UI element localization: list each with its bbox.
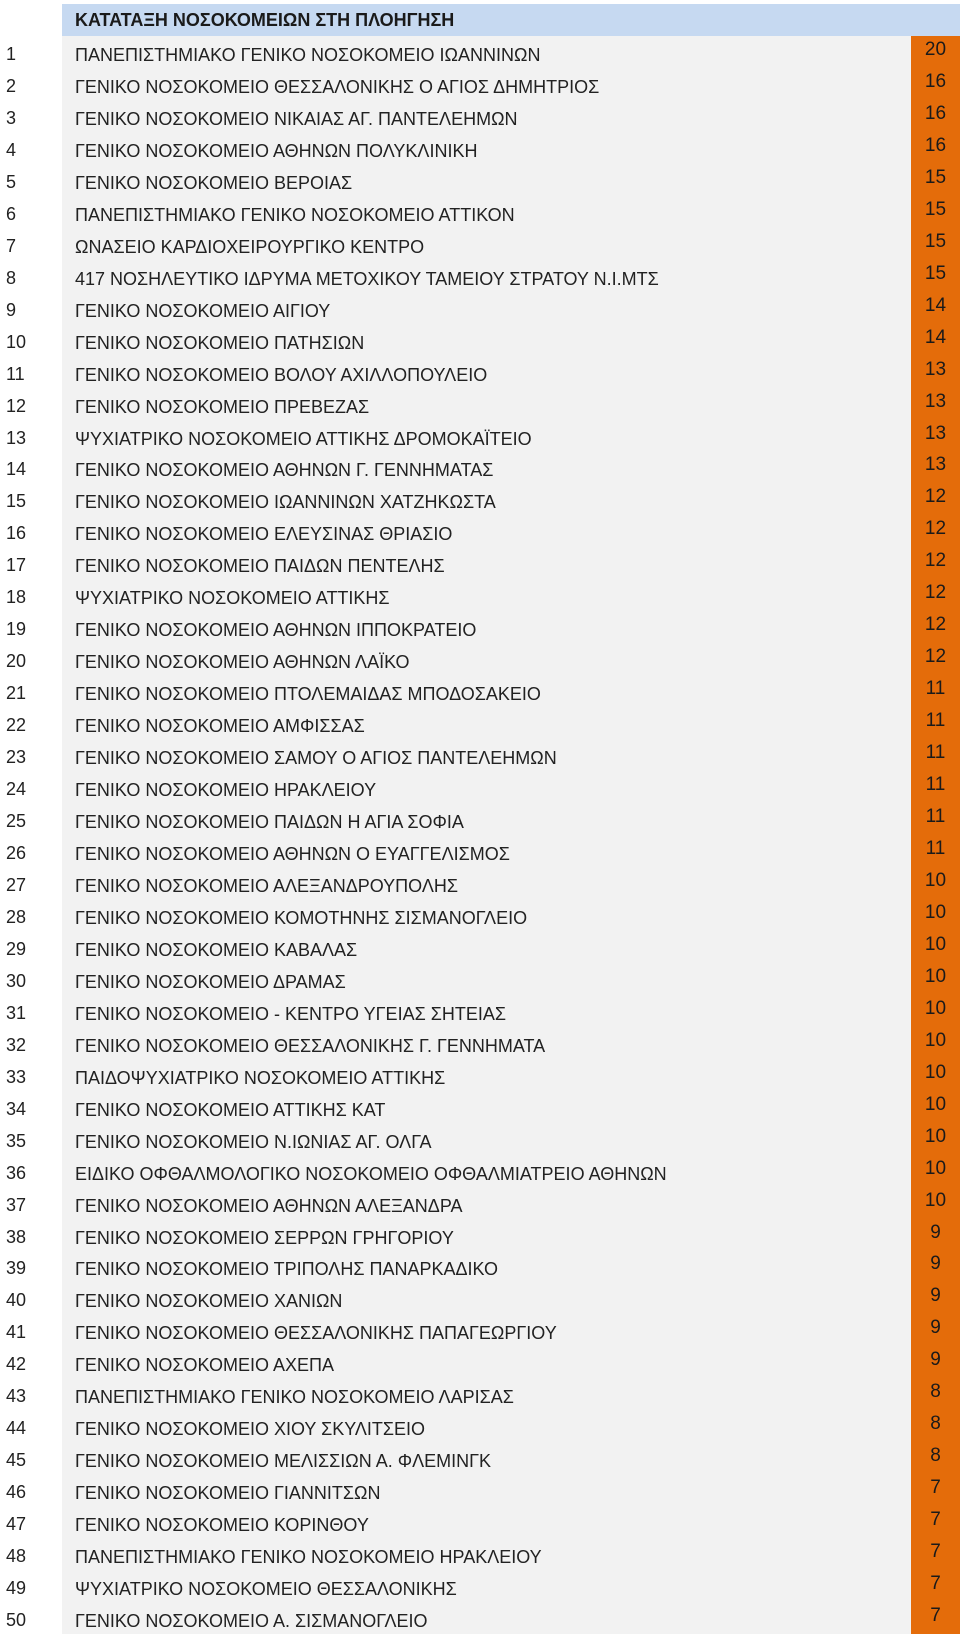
score-cell: 15 — [924, 230, 947, 252]
hospital-name-cell: ΕΙΔΙΚΟ ΟΦΘΑΛΜΟΛΟΓΙΚΟ ΝΟΣΟΚΟΜΕΙΟ ΟΦΘΑΛΜΙΑΤΡΕΙΟ ΑΘΗΝΩΝ — [75, 1163, 667, 1184]
hospital-name-cell: ΨΥΧΙΑΤΡΙΚΟ ΝΟΣΟΚΟΜΕΙΟ ΑΤΤΙΚΗΣ ΔΡΟΜΟΚΑΪΤΕΙΟ — [75, 428, 532, 449]
rank-cell: 21 — [6, 683, 27, 704]
rank-cell: 4 — [6, 139, 17, 160]
rank-cell: 8 — [6, 267, 17, 288]
table-row — [0, 771, 960, 803]
hospital-name-cell: ΓΕΝΙΚΟ ΝΟΣΟΚΟΜΕΙΟ ΠΑΙΔΩΝ Η ΑΓΙΑ ΣΟΦΙΑ — [75, 812, 464, 833]
score-cell: 15 — [924, 262, 947, 284]
rank-cell: 38 — [6, 1226, 27, 1247]
hospital-name-cell: ΓΕΝΙΚΟ ΝΟΣΟΚΟΜΕΙΟ ΑΜΦΙΣΣΑΣ — [75, 716, 365, 737]
score-cell: 9 — [930, 1285, 941, 1307]
score-cell: 7 — [930, 1573, 941, 1595]
table-row — [0, 931, 960, 963]
hospital-name-cell: ΓΕΝΙΚΟ ΝΟΣΟΚΟΜΕΙΟ ΑΘΗΝΩΝ Ο ΕΥΑΓΓΕΛΙΣΜΟΣ — [75, 844, 510, 864]
hospital-name-cell: ΓΕΝΙΚΟ ΝΟΣΟΚΟΜΕΙΟ ΚΟΡΙΝΘΟΥ — [75, 1515, 369, 1536]
score-cell: 8 — [930, 1413, 941, 1435]
score-cell: 10 — [924, 1157, 947, 1179]
score-cell: 11 — [925, 710, 946, 732]
table-row — [0, 611, 960, 643]
table-row — [0, 803, 960, 835]
rank-cell: 18 — [6, 587, 27, 608]
table-row — [0, 963, 960, 995]
table-row — [0, 356, 960, 388]
table-row — [0, 100, 960, 132]
hospital-name-cell: ΓΕΝΙΚΟ ΝΟΣΟΚΟΜΕΙΟ ΣΕΡΡΩΝ ΓΡΗΓΟΡΙΟΥ — [75, 1227, 454, 1248]
score-cell: 16 — [924, 102, 947, 124]
hospital-name-cell: ΠΑΝΕΠΙΣΤΗΜΙΑΚΟ ΓΕΝΙΚΟ ΝΟΣΟΚΟΜΕΙΟ ΛΑΡΙΣΑΣ — [75, 1387, 514, 1408]
table-row — [0, 1506, 960, 1538]
hospital-name-cell: ΓΕΝΙΚΟ ΝΟΣΟΚΟΜΕΙΟ Α. ΣΙΣΜΑΝΟΓΛΕΙΟ — [75, 1611, 428, 1632]
score-cell: 10 — [924, 965, 947, 987]
table-row — [0, 228, 960, 260]
table-row — [0, 451, 960, 483]
score-cell: 13 — [924, 358, 947, 380]
table-row — [0, 196, 960, 228]
rank-cell: 24 — [6, 779, 27, 800]
hospital-name-cell: ΓΕΝΙΚΟ ΝΟΣΟΚΟΜΕΙΟ ΘΕΣΣΑΛΟΝΙΚΗΣ ΠΑΠΑΓΕΩΡΓΙΟΥ — [75, 1323, 557, 1344]
table-row — [0, 675, 960, 707]
rank-cell: 45 — [6, 1450, 27, 1471]
score-cell: 14 — [924, 326, 947, 348]
hospital-name-cell: ΓΕΝΙΚΟ ΝΟΣΟΚΟΜΕΙΟ ΘΕΣΣΑΛΟΝΙΚΗΣ Γ. ΓΕΝΝΗΜΑΤΑ — [75, 1035, 546, 1056]
score-cell: 12 — [924, 518, 947, 540]
rank-cell: 7 — [6, 235, 17, 256]
hospital-name-cell: ΨΥΧΙΑΤΡΙΚΟ ΝΟΣΟΚΟΜΕΙΟ ΘΕΣΣΑΛΟΝΙΚΗΣ — [75, 1579, 457, 1600]
hospital-name-cell: ΓΕΝΙΚΟ ΝΟΣΟΚΟΜΕΙΟ ΤΡΙΠΟΛΗΣ ΠΑΝΑΡΚΑΔΙΚΟ — [75, 1259, 498, 1280]
rank-cell: 36 — [6, 1162, 27, 1183]
score-cell: 9 — [930, 1317, 941, 1339]
rank-cell: 17 — [6, 555, 27, 576]
rank-cell: 27 — [6, 874, 27, 895]
hospital-name-cell: ΓΕΝΙΚΟ ΝΟΣΟΚΟΜΕΙΟ ΔΡΑΜΑΣ — [75, 971, 346, 992]
hospital-name-cell: ΓΕΝΙΚΟ ΝΟΣΟΚΟΜΕΙΟ ΑΘΗΝΩΝ Γ. ΓΕΝΝΗΜΑΤΑΣ — [75, 460, 494, 481]
rank-cell: 31 — [6, 1002, 27, 1023]
hospital-name-cell: ΓΕΝΙΚΟ ΝΟΣΟΚΟΜΕΙΟ ΚΟΜΟΤΗΝΗΣ ΣΙΣΜΑΝΟΓΛΕΙΟ — [75, 907, 528, 928]
score-cell: 16 — [924, 134, 947, 156]
score-cell: 12 — [924, 486, 947, 508]
score-cell: 7 — [930, 1509, 941, 1531]
rank-cell: 48 — [6, 1546, 27, 1567]
table-row — [0, 1187, 960, 1219]
table-row — [0, 899, 960, 931]
table-row — [0, 1314, 960, 1346]
table-row — [0, 515, 960, 547]
hospital-name-cell: ΓΕΝΙΚΟ ΝΟΣΟΚΟΜΕΙΟ ΑΧΕΠΑ — [75, 1355, 334, 1376]
score-cell: 12 — [924, 614, 947, 636]
table-row — [0, 643, 960, 675]
rank-cell: 2 — [6, 75, 17, 96]
hospital-name-cell: ΓΕΝΙΚΟ ΝΟΣΟΚΟΜΕΙΟ ΠΑΤΗΣΙΩΝ — [75, 332, 365, 353]
hospital-name-cell: ΠΑΝΕΠΙΣΤΗΜΙΑΚΟ ΓΕΝΙΚΟ ΝΟΣΟΚΟΜΕΙΟ ΗΡΑΚΛΕΙΟΥ — [75, 1547, 542, 1568]
hospital-name-cell: ΓΕΝΙΚΟ ΝΟΣΟΚΟΜΕΙΟ ΒΕΡΟΙΑΣ — [75, 172, 353, 193]
score-cell: 20 — [924, 39, 947, 60]
rank-cell: 22 — [6, 715, 27, 736]
hospital-name-cell: ΨΥΧΙΑΤΡΙΚΟ ΝΟΣΟΚΟΜΕΙΟ ΑΤΤΙΚΗΣ — [75, 588, 390, 609]
rank-cell: 10 — [6, 331, 27, 352]
rank-cell: 44 — [6, 1418, 27, 1439]
rank-cell: 1 — [6, 44, 17, 64]
table-row — [0, 420, 960, 452]
table-row — [0, 483, 960, 515]
score-cell: 14 — [924, 294, 947, 316]
hospital-name-cell: ΓΕΝΙΚΟ ΝΟΣΟΚΟΜΕΙΟ ΓΙΑΝΝΙΤΣΩΝ — [75, 1483, 381, 1504]
table-row — [0, 1250, 960, 1282]
rank-cell: 39 — [6, 1258, 27, 1279]
rank-cell: 34 — [6, 1098, 27, 1119]
hospital-name-cell: ΓΕΝΙΚΟ ΝΟΣΟΚΟΜΕΙΟ ΙΩΑΝΝΙΝΩΝ ΧΑΤΖΗΚΩΣΤΑ — [75, 492, 496, 513]
score-cell: 10 — [924, 933, 947, 955]
score-cell: 7 — [930, 1541, 941, 1563]
table-row — [0, 1059, 960, 1091]
score-cell: 13 — [924, 454, 947, 476]
table-row — [0, 1346, 960, 1378]
score-cell: 13 — [924, 390, 947, 412]
score-cell: 7 — [930, 1605, 941, 1627]
rank-cell: 13 — [6, 427, 27, 448]
rank-cell: 46 — [6, 1482, 27, 1503]
table-row — [0, 547, 960, 579]
rank-cell: 26 — [6, 843, 27, 863]
hospital-name-cell: ΓΕΝΙΚΟ ΝΟΣΟΚΟΜΕΙΟ ΠΤΟΛΕΜΑΙΔΑΣ ΜΠΟΔΟΣΑΚΕΙΟ — [75, 684, 541, 705]
rank-cell: 40 — [6, 1290, 27, 1311]
table-row — [0, 1602, 960, 1634]
score-cell: 15 — [924, 198, 947, 220]
hospital-name-cell: ΓΕΝΙΚΟ ΝΟΣΟΚΟΜΕΙΟ ΑΘΗΝΩΝ ΛΑΪΚΟ — [75, 652, 410, 673]
hospital-name-cell: ΠΑΝΕΠΙΣΤΗΜΙΑΚΟ ΓΕΝΙΚΟ ΝΟΣΟΚΟΜΕΙΟ ΙΩΑΝΝΙΝΩΝ — [75, 45, 541, 65]
score-cell: 10 — [924, 869, 947, 891]
hospital-name-cell: ΓΕΝΙΚΟ ΝΟΣΟΚΟΜΕΙΟ ΝΙΚΑΙΑΣ ΑΓ. ΠΑΝΤΕΛΕΗΜΩΝ — [75, 108, 518, 129]
hospital-name-cell: ΓΕΝΙΚΟ ΝΟΣΟΚΟΜΕΙΟ ΠΑΙΔΩΝ ΠΕΝΤΕΛΗΣ — [75, 556, 445, 577]
score-cell: 12 — [924, 646, 947, 668]
hospital-name-cell: ΓΕΝΙΚΟ ΝΟΣΟΚΟΜΕΙΟ - ΚΕΝΤΡΟ ΥΓΕΙΑΣ ΣΗΤΕΙΑΣ — [75, 1003, 506, 1024]
score-cell: 11 — [925, 774, 946, 796]
rank-cell: 6 — [6, 203, 17, 224]
rank-cell: 11 — [6, 363, 25, 384]
score-cell: 11 — [925, 742, 946, 764]
hospital-name-cell: 417 ΝΟΣΗΛΕΥΤΙΚΟ ΙΔΡΥΜΑ ΜΕΤΟΧΙΚΟΥ ΤΑΜΕΙΟΥ ΣΤΡΑΤΟΥ Ν.Ι.ΜΤΣ — [75, 268, 659, 289]
score-cell: 11 — [925, 678, 946, 700]
rank-cell: 32 — [6, 1034, 27, 1055]
score-cell: 10 — [924, 1125, 947, 1147]
hospital-name-cell: ΩΝΑΣΕΙΟ ΚΑΡΔΙΟΧΕΙΡΟΥΡΓΙΚΟ ΚΕΝΤΡΟ — [75, 236, 425, 257]
rank-cell: 28 — [6, 906, 27, 927]
table-row — [0, 260, 960, 292]
table-row — [0, 1474, 960, 1506]
table-row — [0, 132, 960, 164]
rank-cell: 29 — [6, 938, 27, 959]
table-row — [0, 1091, 960, 1123]
hospital-name-cell: ΓΕΝΙΚΟ ΝΟΣΟΚΟΜΕΙΟ Ν.ΙΩΝΙΑΣ ΑΓ. ΟΛΓΑ — [75, 1131, 432, 1152]
score-cell: 13 — [924, 422, 947, 444]
hospital-name-cell: ΓΕΝΙΚΟ ΝΟΣΟΚΟΜΕΙΟ ΑΛΕΞΑΝΔΡΟΥΠΟΛΗΣ — [75, 875, 458, 896]
table-row — [0, 739, 960, 771]
table-row — [0, 995, 960, 1027]
table-row — [0, 324, 960, 356]
score-cell: 10 — [924, 901, 947, 923]
hospital-name-cell: ΠΑΝΕΠΙΣΤΗΜΙΑΚΟ ΓΕΝΙΚΟ ΝΟΣΟΚΟΜΕΙΟ ΑΤΤΙΚΟΝ — [75, 204, 515, 225]
hospital-name-cell: ΓΕΝΙΚΟ ΝΟΣΟΚΟΜΕΙΟ ΑΙΓΙΟΥ — [75, 300, 331, 321]
table-row — [0, 835, 960, 867]
rank-cell: 30 — [6, 970, 27, 991]
score-cell: 12 — [924, 550, 947, 572]
table-row — [0, 68, 960, 100]
rank-cell: 9 — [6, 299, 17, 320]
table-row — [0, 1027, 960, 1059]
hospital-name-cell: ΓΕΝΙΚΟ ΝΟΣΟΚΟΜΕΙΟ ΑΘΗΝΩΝ ΙΠΠΟΚΡΑΤΕΙΟ — [75, 620, 477, 641]
table-row — [0, 1219, 960, 1251]
table-row — [0, 164, 960, 196]
score-cell: 10 — [924, 1029, 947, 1051]
table-row — [0, 1155, 960, 1187]
hospital-name-cell: ΠΑΙΔΟΨΥΧΙΑΤΡΙΚΟ ΝΟΣΟΚΟΜΕΙΟ ΑΤΤΙΚΗΣ — [75, 1067, 446, 1088]
rank-cell: 3 — [6, 107, 17, 128]
rank-cell: 37 — [6, 1194, 27, 1215]
score-cell: 11 — [925, 806, 946, 828]
score-cell: 10 — [924, 1189, 947, 1211]
rank-cell: 23 — [6, 747, 27, 768]
rank-cell: 50 — [6, 1610, 27, 1631]
rank-cell: 16 — [6, 523, 27, 544]
hospital-name-cell: ΓΕΝΙΚΟ ΝΟΣΟΚΟΜΕΙΟ ΣΑΜΟΥ Ο ΑΓΙΟΣ ΠΑΝΤΕΛΕΗΜΩΝ — [75, 748, 557, 769]
score-cell: 11 — [925, 838, 946, 859]
hospital-name-cell: ΓΕΝΙΚΟ ΝΟΣΟΚΟΜΕΙΟ ΚΑΒΑΛΑΣ — [75, 939, 358, 960]
hospital-name-cell: ΓΕΝΙΚΟ ΝΟΣΟΚΟΜΕΙΟ ΧΑΝΙΩΝ — [75, 1291, 343, 1312]
rank-cell: 35 — [6, 1130, 27, 1151]
rank-cell: 43 — [6, 1386, 27, 1407]
table-row — [0, 707, 960, 739]
table-row — [0, 1123, 960, 1155]
score-cell: 12 — [924, 582, 947, 604]
hospital-name-cell: ΓΕΝΙΚΟ ΝΟΣΟΚΟΜΕΙΟ ΑΘΗΝΩΝ ΠΟΛΥΚΛΙΝΙΚΗ — [75, 140, 478, 161]
score-cell: 8 — [930, 1381, 941, 1403]
rank-cell: 19 — [6, 619, 27, 640]
table-row — [0, 1570, 960, 1602]
rank-cell: 47 — [6, 1514, 27, 1535]
score-cell: 9 — [930, 1221, 941, 1243]
score-cell: 8 — [930, 1445, 941, 1467]
table-header — [62, 4, 960, 36]
hospital-name-cell: ΓΕΝΙΚΟ ΝΟΣΟΚΟΜΕΙΟ ΑΤΤΙΚΗΣ ΚΑΤ — [75, 1099, 386, 1120]
hospital-name-cell: ΓΕΝΙΚΟ ΝΟΣΟΚΟΜΕΙΟ ΧΙΟΥ ΣΚΥΛΙΤΣΕΙΟ — [75, 1419, 426, 1440]
rank-cell: 12 — [6, 395, 27, 416]
rank-cell: 25 — [6, 811, 27, 832]
hospital-name-cell: ΓΕΝΙΚΟ ΝΟΣΟΚΟΜΕΙΟ ΗΡΑΚΛΕΙΟΥ — [75, 780, 377, 801]
score-cell: 10 — [924, 1093, 947, 1115]
table-row — [0, 1538, 960, 1570]
hospital-name-cell: ΓΕΝΙΚΟ ΝΟΣΟΚΟΜΕΙΟ ΒΟΛΟΥ ΑΧΙΛΛΟΠΟΥΛΕΙΟ — [75, 364, 488, 385]
hospital-name-cell: ΓΕΝΙΚΟ ΝΟΣΟΚΟΜΕΙΟ ΜΕΛΙΣΣΙΩΝ Α. ΦΛΕΜΙΝΓΚ — [75, 1451, 492, 1472]
rank-cell: 15 — [6, 491, 27, 512]
rank-cell: 49 — [6, 1578, 27, 1599]
table-row — [0, 867, 960, 899]
table-row — [0, 388, 960, 420]
hospital-name-cell: ΓΕΝΙΚΟ ΝΟΣΟΚΟΜΕΙΟ ΑΘΗΝΩΝ ΑΛΕΞΑΝΔΡΑ — [75, 1195, 463, 1216]
table-row — [0, 1410, 960, 1442]
score-cell: 10 — [924, 997, 947, 1019]
table-row — [0, 579, 960, 611]
score-cell: 10 — [924, 1061, 947, 1083]
score-cell: 15 — [924, 166, 947, 188]
rank-cell: 33 — [6, 1066, 27, 1087]
score-cell: 7 — [930, 1477, 941, 1499]
score-cell: 9 — [930, 1349, 941, 1371]
table-row — [0, 1378, 960, 1410]
table-row — [0, 1442, 960, 1474]
table-row — [0, 292, 960, 324]
rank-cell: 14 — [6, 459, 27, 480]
table-row — [0, 1282, 960, 1314]
score-cell: 16 — [924, 70, 947, 92]
hospital-name-cell: ΓΕΝΙΚΟ ΝΟΣΟΚΟΜΕΙΟ ΠΡΕΒΕΖΑΣ — [75, 396, 370, 417]
rank-cell: 42 — [6, 1354, 27, 1375]
rank-cell: 41 — [6, 1322, 27, 1343]
hospital-name-cell: ΓΕΝΙΚΟ ΝΟΣΟΚΟΜΕΙΟ ΕΛΕΥΣΙΝΑΣ ΘΡΙΑΣΙΟ — [75, 524, 453, 545]
hospital-name-cell: ΓΕΝΙΚΟ ΝΟΣΟΚΟΜΕΙΟ ΘΕΣΣΑΛΟΝΙΚΗΣ Ο ΑΓΙΟΣ ΔΗΜΗΤΡΙΟΣ — [75, 76, 600, 97]
table-title: ΚΑΤΑΤΑΞΗ ΝΟΣΟΚΟΜΕΙΩΝ ΣΤΗ ΠΛΟΗΓΗΣΗ — [75, 10, 455, 30]
table-row — [0, 36, 960, 68]
rank-cell: 20 — [6, 651, 27, 672]
score-cell: 9 — [930, 1253, 941, 1275]
rank-cell: 5 — [6, 171, 17, 192]
